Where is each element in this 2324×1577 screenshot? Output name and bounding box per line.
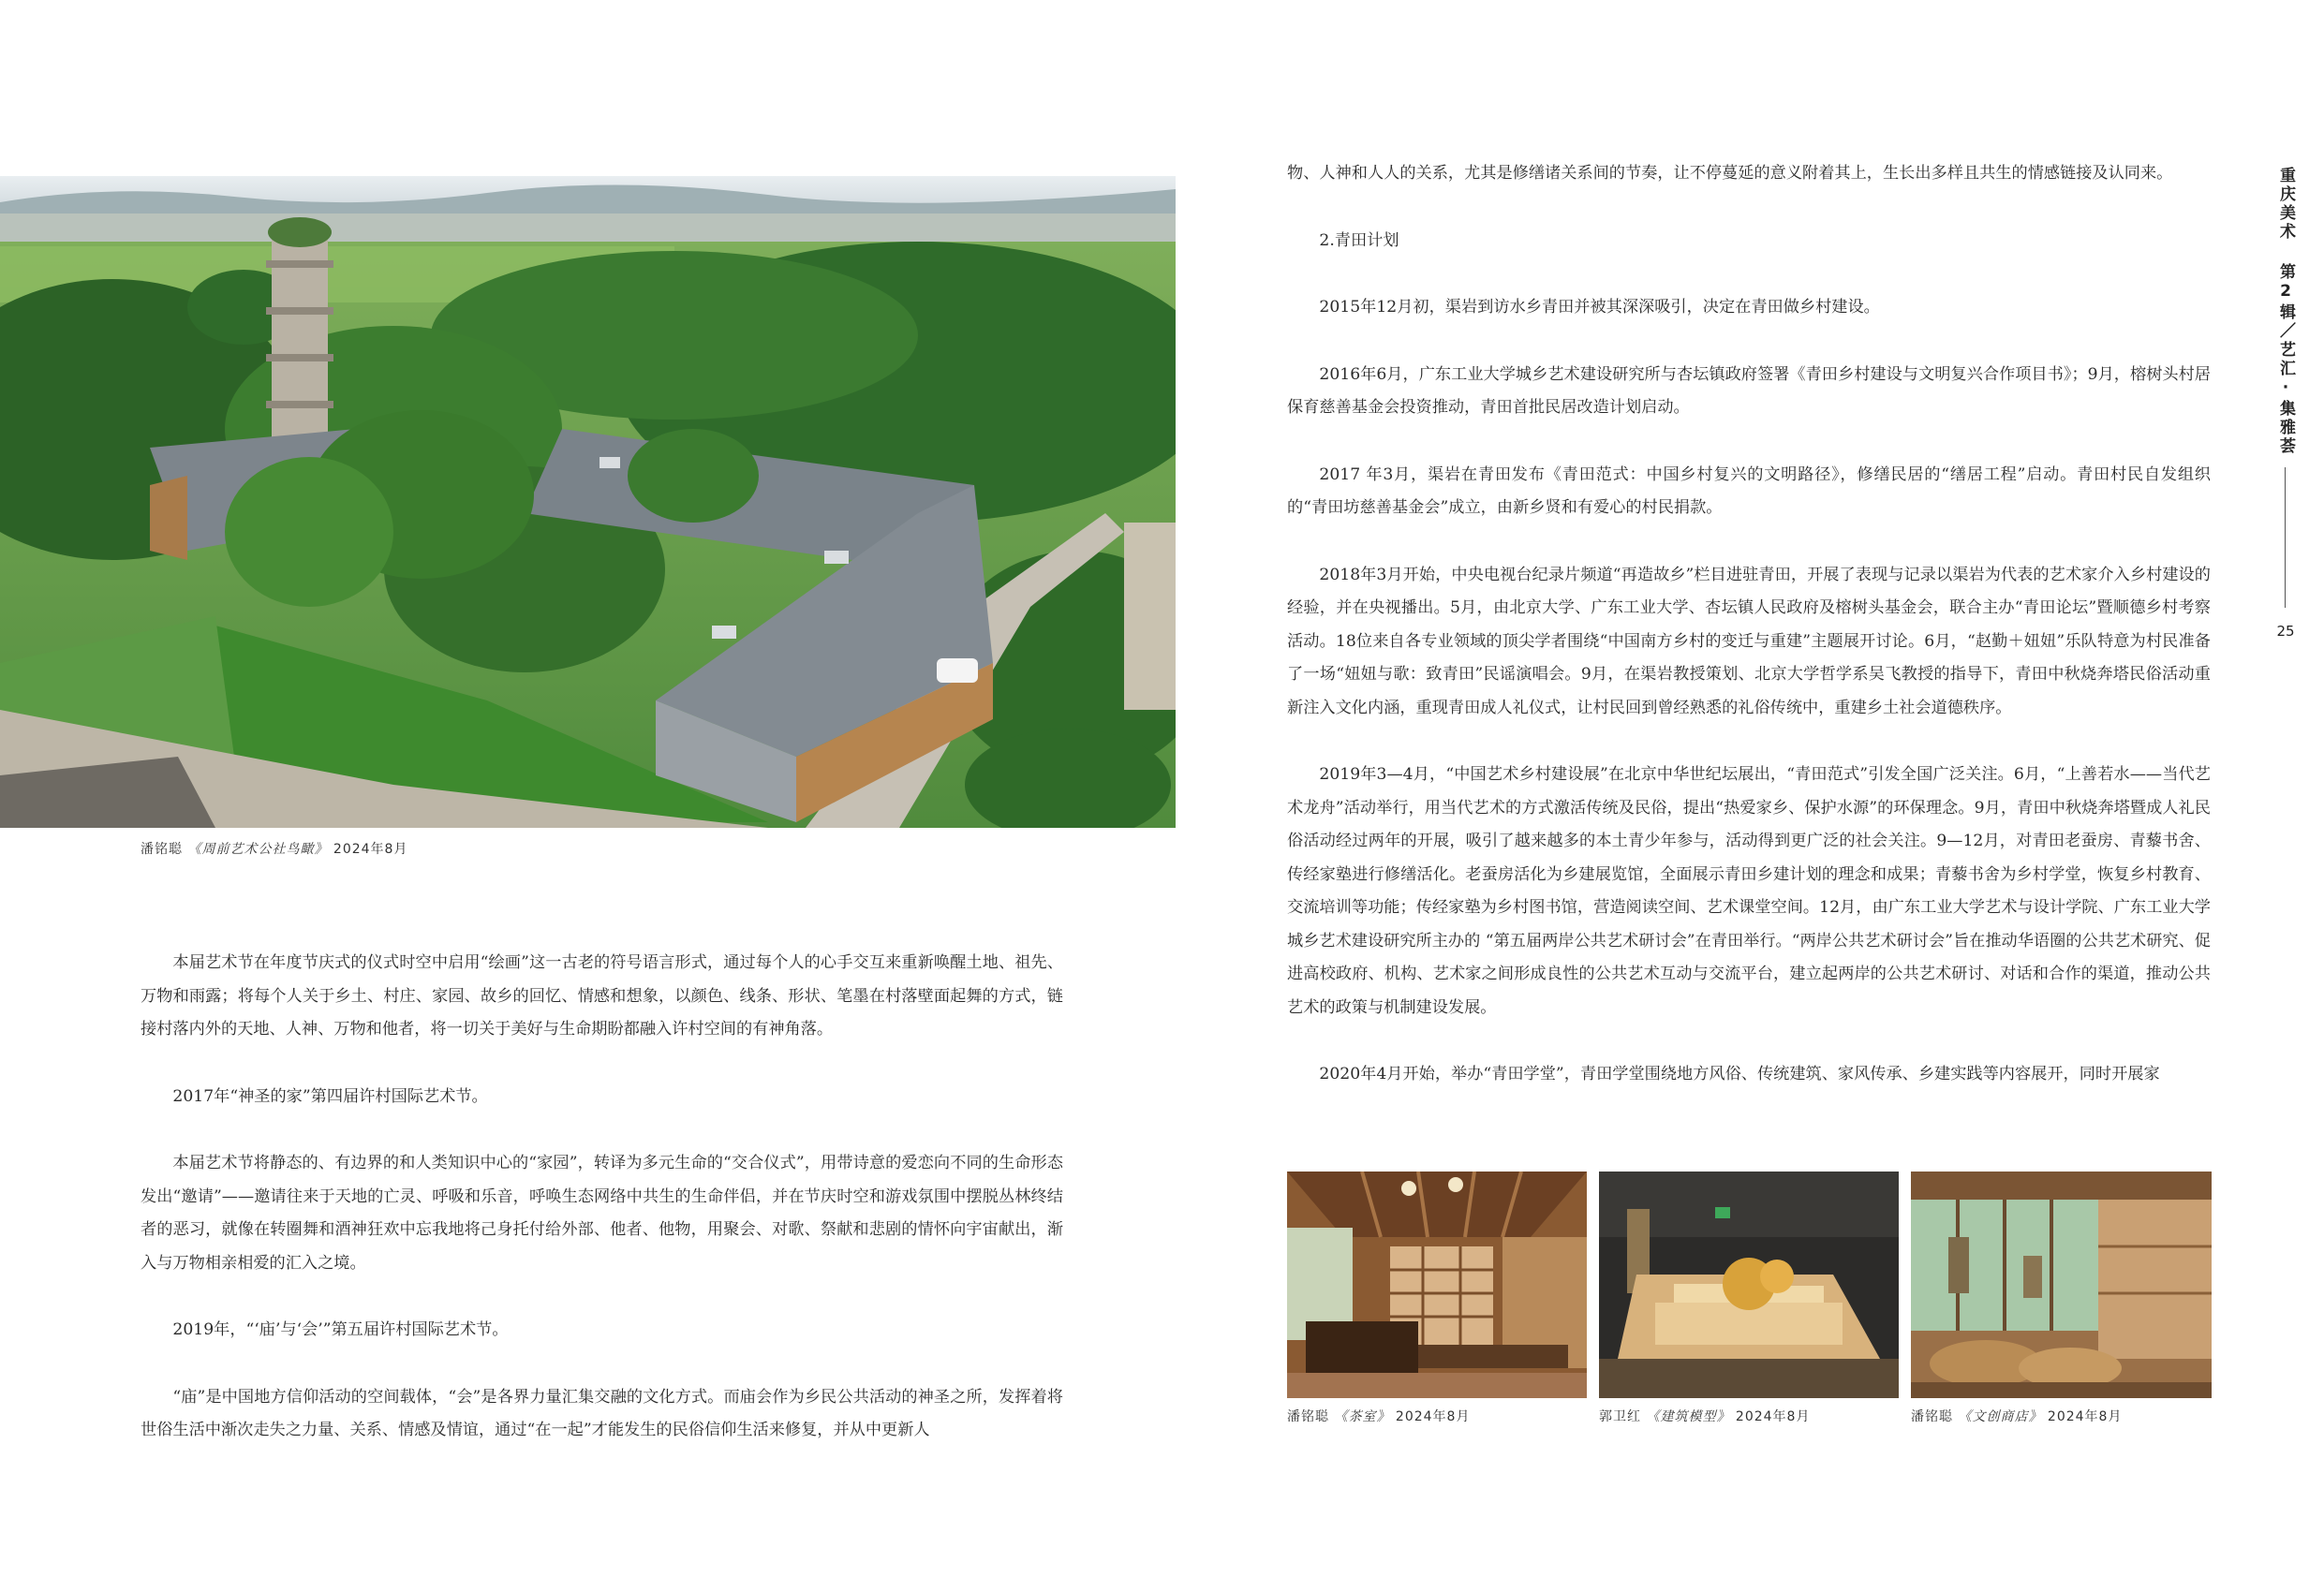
article-paragraph: 2017 年3月，渠岩在青田发布《青田范式：中国乡村复兴的文明路径》，修缮民居的“缮居工程”启动。青田村民自发组织的“青田坊慈善基金会”成立，由新乡贤和有爱心的村民捐款。 [1287,464,2211,517]
article-paragraph: 2018年3月开始，中央电视台纪录片频道“再造故乡”栏目进驻青田，开展了表现与记录以渠岩为代表的艺术家介入乡村建设的经验，并在央视播出。5月，由北京大学、广东工业大学、杏坛镇人民政府及榕树头基金会，联合主办“青田论坛”暨顺德乡村考察活动。18位来自各专业领域的顶尖学者围绕“中国南方乡村的变迁与重建”主题展开讨论。6月，“赵勤＋妞妞”乐队特意为村民准备了一场“妞妞与歌：致青田”民谣演唱会。9月，在渠岩教授策划、北京大学哲学系吴飞教授的指导下，青田中秋烧奔塔民俗活动重新注入文化内涵，重现青田成人礼仪式，让村民回到曾经熟悉的礼俗传统中，重建乡土社会道德秩序。 [1287,565,2211,717]
thumbnail-caption [1287,1407,1470,1425]
running-head [2274,167,2297,608]
page-number: 25 [2276,623,2295,640]
article-paragraph-continued: 物、人神和人人的关系，尤其是修缮诸关系间的节奏，让不停蔓延的意义附着其上，生长出多样且共生的情感链接及认同来。 [1287,164,2173,183]
article-paragraph: 2020年4月开始，举办“青田学堂”，青田学堂围绕地方风俗、传统建筑、家风传承、乡建实践等内容展开，同时开展家 [1319,1065,2160,1083]
hero-caption-date: 2024年8月 [333,842,408,857]
article-paragraph: 2016年6月，广东工业大学城乡艺术建设研究所与杏坛镇政府签署《青田乡村建设与文明复兴合作项目书》；9月，榕树头村居保育慈善基金会投资推动，青田首批民居改造计划启动。 [1287,364,2211,417]
caption-date: 2024年8月 [1395,1409,1471,1424]
caption-author: 潘铭聪 [1287,1409,1329,1424]
article-paragraph: 本届艺术节在年度节庆式的仪式时空中启用“绘画”这一古老的符号语言形式，通过每个人的心手交互来重新唤醒土地、祖先、万物和雨露；将每个人关于乡土、村庄、家园、故乡的回忆、情感和想象，以颜色、线条、形状、笔墨在村落壁面起舞的方式，链接村落内外的天地、人神、万物和他者，将一切关于美好与生命期盼都融入许村空间的有神角落。 [141,953,1063,1039]
caption-title: 《建筑模型》 [1646,1409,1731,1424]
caption-date: 2024年8月 [2047,1409,2123,1424]
right-article-column [1287,157,2211,1092]
section-heading: 2.青田计划 [1319,230,1399,250]
caption-date: 2024年8月 [1735,1409,1811,1424]
tea-room-photo [1287,1172,1587,1398]
article-paragraph: 2017年“神圣的家”第四届许村国际艺术节。 [172,1086,488,1106]
article-paragraph: 2015年12月初，渠岩到访水乡青田并被其深深吸引，决定在青田做乡村建设。 [1319,298,1880,317]
article-paragraph: 2019年3—4月，“中国艺术乡村建设展”在北京中华世纪坛展出，“青田范式”引发全国广泛关注。6月，“上善若水——当代艺术龙舟”活动举行，用当代艺术的方式激活传统及民俗，提出“热爱家乡、保护水源”的环保理念。9月，青田中秋烧奔塔暨成人礼民俗活动经过两年的开展，吸引了越来越多的本土青少年参与，活动得到更广泛的社会关注。9—12月，对青田老蚕房、青藜书舍、传经家塾进行修缮活化。老蚕房活化为乡建展览馆，全面展示青田乡建计划的理念和成果；青藜书舍为乡村学堂，恢复乡村教育、交流培训等功能；传经家塾为乡村图书馆，营造阅读空间、艺术课堂空间。12月，由广东工业大学艺术与设计学院、广东工业大学城乡艺术建设研究所主办的 “第五届两岸公共艺术研讨会”在青田举行。“两岸公共艺术研讨会”旨在推动华语圈的公共艺术研究、促进高校政府、机构、艺术家之间形成良性的公共艺术互动与交流平台，建立起两岸的公共艺术研讨、对话和合作的渠道，推动公共艺术的政策与机制建设发展。 [1287,765,2211,1017]
thumbnail-caption [1599,1407,1810,1425]
left-article-column [141,947,1063,1448]
article-paragraph: 2019年，“‘庙’与‘会’”第五届许村国际艺术节。 [172,1320,509,1339]
article-paragraph: “庙”是中国地方信仰活动的空间载体，“会”是各界力量汇集交融的文化方式。而庙会作为乡民公共活动的神圣之所，发挥着将世俗生活中渐次走失之力量、关系、情感及情谊，通过“在一起”才能发生的民俗信仰生活来修复，并从中更新人 [141,1387,1063,1439]
aerial-village-illustration [0,176,1176,828]
aerial-village-photo [0,176,1176,828]
craft-shop-photo [1911,1172,2212,1398]
caption-title: 《文创商店》 [1958,1409,2043,1424]
running-head-text: 重庆美术 第2辑／艺汇·集雅荟 [2276,167,2295,456]
hero-caption-author: 潘铭聪 [141,842,183,857]
article-paragraph: 本届艺术节将静态的、有边界的和人类知识中心的“家园”，转译为多元生命的“交合仪式”，用带诗意的爱恋向不同的生命形态发出“邀请”——邀请往来于天地的亡灵、呼吸和乐音，呼唤生态网络中共生的生命伴侣，并在节庆时空和游戏氛围中摆脱丛林终结者的恶习，就像在转圈舞和酒神狂欢中忘我地将己身托付给外部、他者、他物，用聚会、对歌、祭献和悲剧的情怀向宇宙献出，渐入与万物相亲相爱的汇入之境。 [141,1154,1063,1273]
running-head-rule [2285,467,2286,608]
caption-title: 《茶室》 [1334,1409,1391,1424]
hero-caption [141,839,407,858]
caption-author: 潘铭聪 [1911,1409,1953,1424]
thumbnail-caption [1911,1407,2122,1425]
architecture-model-photo [1599,1172,1899,1398]
caption-author: 郭卫红 [1599,1409,1641,1424]
hero-caption-title: 《周前艺术公社鸟瞰》 [187,842,329,857]
